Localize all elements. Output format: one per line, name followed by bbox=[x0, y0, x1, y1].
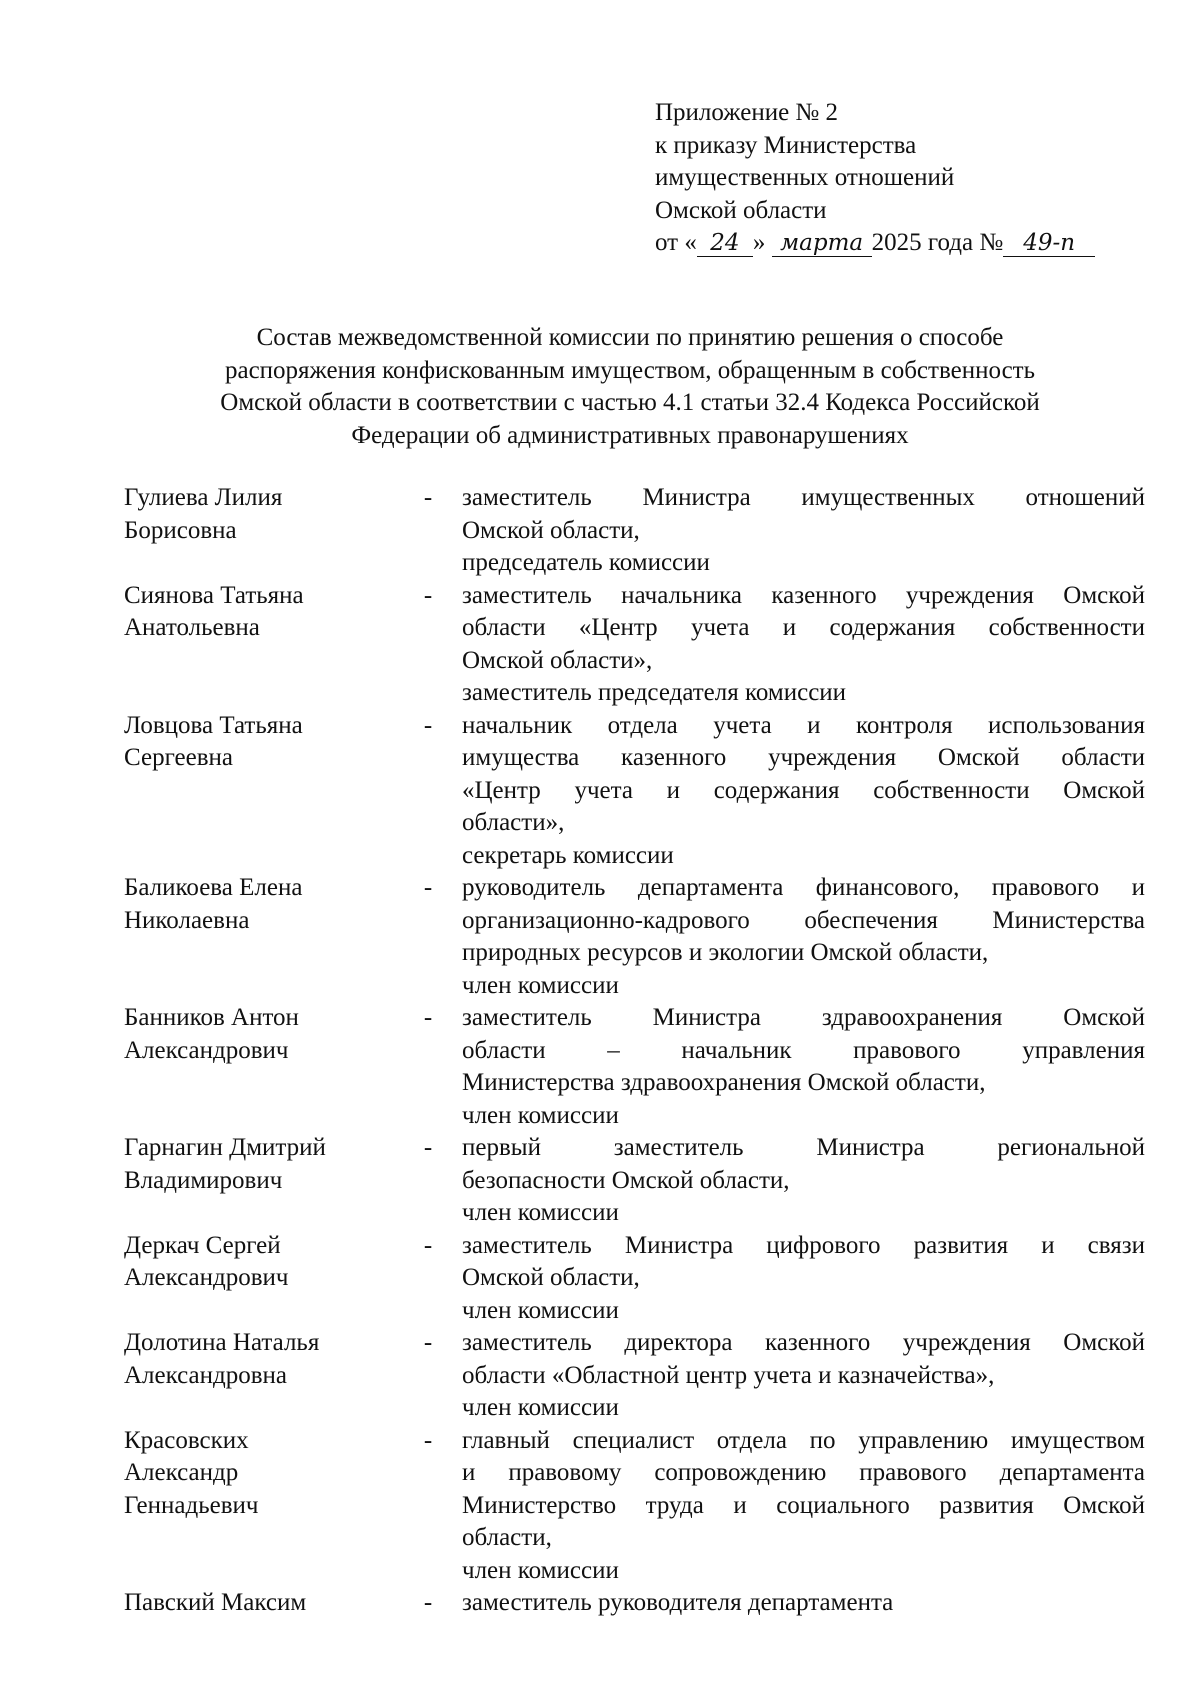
member-dash: - bbox=[423, 1231, 433, 1259]
member-row bbox=[124, 1230, 1145, 1328]
member-position-line: заместитель Министра здравоохранения Омской bbox=[462, 1004, 1145, 1031]
handwritten-order-number: 49-п bbox=[1003, 230, 1095, 257]
member-dash: - bbox=[423, 874, 433, 901]
member-role: член комиссии bbox=[462, 1199, 619, 1226]
member-position-line: области – начальник правового управления bbox=[462, 1036, 1145, 1064]
member-role: секретарь комиссии bbox=[462, 841, 674, 869]
member-dash: - bbox=[423, 1134, 433, 1161]
member-role: член комиссии bbox=[462, 1101, 619, 1129]
member-name-line: Сергеевна bbox=[124, 744, 233, 771]
member-position bbox=[462, 710, 1145, 873]
member-position bbox=[462, 1002, 1145, 1132]
member-position-line: заместитель директора казенного учреждения Омской bbox=[462, 1329, 1145, 1356]
member-position-line: имущества казенного учреждения Омской области bbox=[462, 744, 1145, 771]
member-position-line: безопасности Омской области, bbox=[462, 1166, 790, 1194]
member-position-line: организационно-кадрового обеспечения Министерства bbox=[462, 906, 1145, 934]
member-position-line: области «Центр учета и содержания собственности bbox=[462, 614, 1145, 641]
member-name bbox=[124, 1230, 394, 1295]
member-position-line: области, bbox=[462, 1524, 552, 1551]
member-name-line: Александрович bbox=[124, 1036, 289, 1064]
member-name-line: Красовских bbox=[124, 1426, 249, 1454]
member-role: член комиссии bbox=[462, 1556, 619, 1584]
member-role: председатель комиссии bbox=[462, 549, 710, 576]
annex-header bbox=[655, 97, 1135, 260]
member-row bbox=[124, 1587, 1134, 1620]
member-position bbox=[462, 1230, 1145, 1328]
annex-line: имущественных отношений bbox=[655, 164, 955, 191]
member-name bbox=[124, 580, 394, 645]
member-name-line: Сиянова Татьяна bbox=[124, 581, 304, 609]
member-role: заместитель председателя комиссии bbox=[462, 679, 847, 706]
annex-date-line bbox=[655, 227, 1135, 260]
member-position bbox=[462, 1587, 1145, 1620]
member-name bbox=[124, 1587, 394, 1620]
member-role: член комиссии bbox=[462, 1394, 619, 1421]
member-position-line: и правовому сопровождению правового департамента bbox=[462, 1459, 1145, 1486]
member-row bbox=[124, 872, 1145, 1002]
member-position-line: области «Областной центр учета и казначейства», bbox=[462, 1361, 995, 1389]
member-row bbox=[124, 482, 1145, 580]
member-position bbox=[462, 872, 1145, 1002]
handwritten-day: 24 bbox=[697, 230, 753, 257]
member-name bbox=[124, 1425, 394, 1523]
member-position-line: Омской области, bbox=[462, 516, 640, 544]
member-name bbox=[124, 1002, 394, 1067]
member-position-line: главный специалист отдела по управлению имуществом bbox=[462, 1426, 1145, 1454]
annex-line: Приложение № 2 bbox=[655, 99, 839, 126]
member-row bbox=[124, 1425, 1145, 1588]
member-name-line: Владимирович bbox=[124, 1166, 283, 1194]
date-prefix: от « bbox=[655, 229, 697, 256]
member-role: член комиссии bbox=[462, 1296, 619, 1324]
member-position-line: заместитель Министра имущественных отношений bbox=[462, 484, 1145, 511]
member-name-line: Деркач Сергей bbox=[124, 1231, 281, 1259]
member-position-line: Министерства здравоохранения Омской области, bbox=[462, 1069, 986, 1096]
member-name-line: Гулиева Лилия bbox=[124, 484, 283, 511]
member-name-line: Александр bbox=[124, 1459, 239, 1486]
member-name-line: Гарнагин Дмитрий bbox=[124, 1134, 326, 1161]
member-position-line: природных ресурсов и экологии Омской области, bbox=[462, 939, 989, 966]
member-position-line: начальник отдела учета и контроля использования bbox=[462, 711, 1145, 739]
member-name-line: Баликоева Елена bbox=[124, 874, 303, 901]
member-name bbox=[124, 482, 394, 547]
annex-line: к приказу Министерства bbox=[655, 131, 917, 159]
member-dash: - bbox=[423, 1589, 433, 1616]
member-dash: - bbox=[423, 1329, 433, 1356]
member-name-line: Александрович bbox=[124, 1264, 289, 1291]
member-dash: - bbox=[423, 581, 433, 609]
quote-close: » bbox=[752, 229, 766, 256]
member-name-line: Александровна bbox=[124, 1361, 288, 1389]
member-name bbox=[124, 872, 394, 937]
member-dash: - bbox=[423, 484, 433, 511]
annex-line: Омской области bbox=[655, 196, 827, 224]
member-name-line: Ловцова Татьяна bbox=[124, 711, 303, 739]
member-position-line: заместитель руководителя департамента bbox=[462, 1589, 894, 1616]
member-dash: - bbox=[423, 1426, 433, 1454]
members-list bbox=[124, 482, 1145, 1620]
year-text: 2025 года № bbox=[871, 229, 1004, 256]
member-name-line: Банников Антон bbox=[124, 1004, 299, 1031]
member-row bbox=[124, 580, 1145, 710]
member-position-line: заместитель начальника казенного учреждения Омской bbox=[462, 581, 1145, 609]
member-row bbox=[124, 1002, 1145, 1132]
member-name bbox=[124, 710, 394, 775]
member-position bbox=[462, 580, 1145, 710]
member-position-line: «Центр учета и содержания собственности Омской bbox=[462, 776, 1145, 804]
member-position-line: заместитель Министра цифрового развития и связи bbox=[462, 1231, 1145, 1259]
member-name-line: Анатольевна bbox=[124, 614, 260, 641]
title-line: Омской области в соответствии с частью 4.1 статьи 32.4 Кодекса Российской bbox=[220, 389, 1040, 416]
member-position bbox=[462, 1327, 1145, 1425]
member-row bbox=[124, 710, 1145, 873]
member-position-line: руководитель департамента финансового, правового и bbox=[462, 874, 1145, 901]
member-name bbox=[124, 1327, 394, 1392]
member-name-line: Борисовна bbox=[124, 516, 237, 544]
member-name-line: Геннадьевич bbox=[124, 1491, 259, 1519]
member-position-line: первый заместитель Министра региональной bbox=[462, 1134, 1145, 1161]
member-name-line: Долотина Наталья bbox=[124, 1329, 320, 1356]
member-position-line: Омской области, bbox=[462, 1264, 640, 1291]
member-row bbox=[124, 1132, 1145, 1230]
handwritten-month: марта bbox=[772, 230, 872, 257]
member-name-line: Павский Максим bbox=[124, 1589, 307, 1616]
member-role: член комиссии bbox=[462, 971, 619, 999]
member-position-line: области», bbox=[462, 809, 565, 836]
title-line: Состав межведомственной комиссии по принятию решения о способе bbox=[256, 324, 1004, 351]
document-title bbox=[110, 322, 1150, 452]
member-position bbox=[462, 1132, 1145, 1230]
member-dash: - bbox=[423, 1004, 433, 1031]
member-row bbox=[124, 1327, 1145, 1425]
title-line: Федерации об административных правонарушениях bbox=[351, 421, 909, 449]
member-dash: - bbox=[423, 711, 433, 739]
title-line: распоряжения конфискованным имуществом, обращенным в собственность bbox=[224, 356, 1036, 384]
member-name-line: Николаевна bbox=[124, 906, 250, 934]
member-name bbox=[124, 1132, 394, 1197]
member-position bbox=[462, 482, 1145, 580]
member-position-line: Омской области», bbox=[462, 646, 653, 674]
member-position-line: Министерство труда и социального развития Омской bbox=[462, 1491, 1145, 1519]
member-position bbox=[462, 1425, 1145, 1588]
